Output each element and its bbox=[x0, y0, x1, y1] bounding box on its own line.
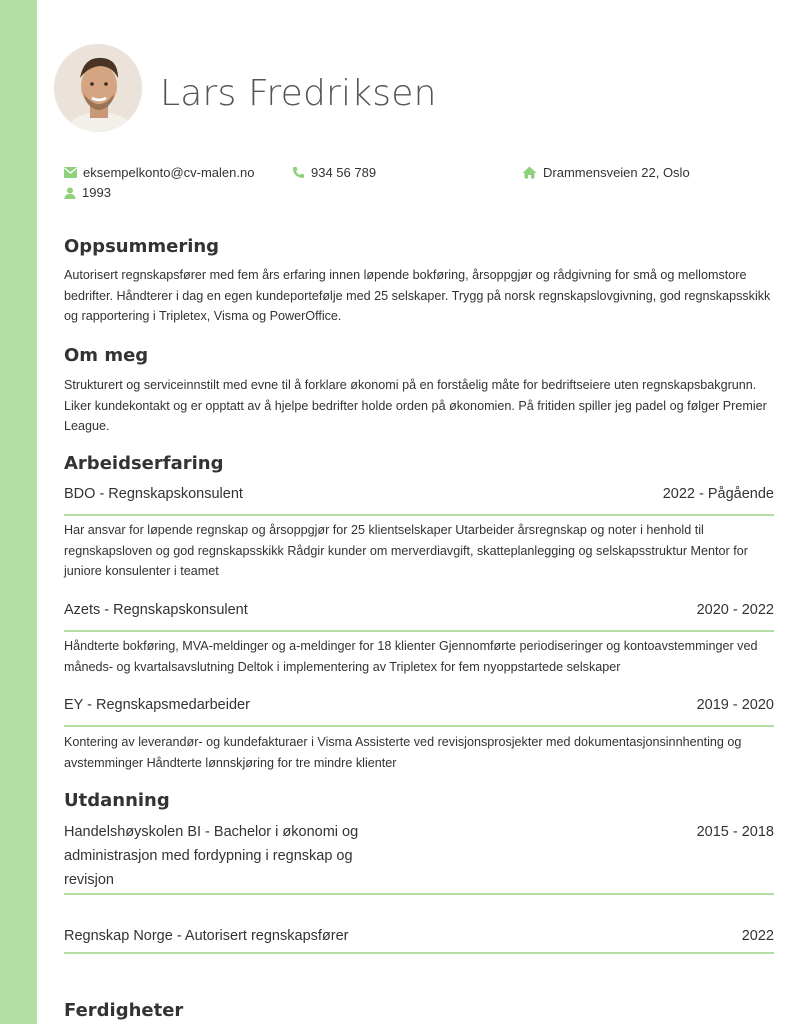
envelope-icon bbox=[64, 167, 77, 178]
education-title: Handelshøyskolen BI - Bachelor i økonomi og administrasjon med fordypning i regnskap og revisjon bbox=[64, 824, 359, 888]
summary-heading: Oppsummering bbox=[64, 236, 220, 257]
education-dates: 2022 bbox=[741, 928, 774, 944]
work-heading: Arbeidserfaring bbox=[64, 453, 224, 474]
about-text: Strukturert og serviceinnstilt med evne til å forklare økonomi på en forståelig måte for bedriftseiere uten regnskapsbakgrunn. Liker kundekontakt og er opptatt av å hjelpe bedrifter holde orden på økonomien. På fritiden spiller jeg padel og følger Premier League. bbox=[64, 378, 767, 433]
email-text[interactable]: eksempelkonto@cv-malen.no bbox=[83, 165, 255, 180]
birth-contact bbox=[64, 185, 111, 200]
job-description: Har ansvar for løpende regnskap og årsoppgjør for 25 klientselskaper Utarbeider årsregnskap og noter i henhold til regnskapsloven og god regnskapsskikk Rådgir kunder om merverdiavgift, skatteplanlegging og selskapsstruktur Mentor for juniore konsulenter i teamet bbox=[64, 523, 748, 578]
job-entry-header bbox=[64, 600, 774, 632]
job-dates: 2020 - 2022 bbox=[696, 602, 774, 618]
portrait-image bbox=[54, 44, 142, 132]
job-entry-header bbox=[64, 695, 774, 727]
job-description: Kontering av leverandør- og kundefakturaer i Visma Assisterte ved revisjonsprosjekter med dokumentasjonsinnhenting og avstemminger Håndterte lønnskjøring for tre mindre klienter bbox=[64, 735, 742, 770]
candidate-name: Lars Fredriksen bbox=[160, 73, 437, 114]
birth-year-text: 1993 bbox=[82, 185, 111, 200]
education-dates: 2015 - 2018 bbox=[696, 824, 774, 840]
job-title: BDO - Regnskapskonsulent bbox=[64, 486, 243, 502]
accent-sidebar bbox=[0, 0, 37, 1024]
job-description: Håndterte bokføring, MVA-meldinger og a-meldinger for 18 klienter Gjennomførte periodiseringer og kontoavstemminger ved måneds- og kvartalsavslutning Deltok i implementering av Tripletex for fem nyoppstartede selskaper bbox=[64, 639, 758, 674]
job-dates: 2019 - 2020 bbox=[696, 697, 774, 713]
email-contact bbox=[64, 165, 254, 180]
about-heading: Om meg bbox=[64, 345, 149, 366]
job-entry-header bbox=[64, 484, 774, 516]
address-contact bbox=[522, 165, 690, 180]
education-entry bbox=[64, 820, 774, 895]
phone-contact bbox=[292, 165, 376, 180]
summary-text: Autorisert regnskapsfører med fem års erfaring innen løpende bokføring, årsoppgjør og rådgivning for små og mellomstore bedrifter. Håndterer i dag en egen kundeportefølje med 25 selskaper. Trygg på norsk regnskapslovgivning, god regnskapsskikk og rapportering i Tripletex, Visma og PowerOffice. bbox=[64, 268, 771, 323]
phone-text[interactable]: 934 56 789 bbox=[311, 165, 377, 180]
user-icon bbox=[64, 187, 76, 199]
job-title: Azets - Regnskapskonsulent bbox=[64, 602, 248, 618]
address-text: Drammensveien 22, Oslo bbox=[543, 165, 690, 180]
job-title: EY - Regnskapsmedarbeider bbox=[64, 697, 250, 713]
skills-heading: Ferdigheter bbox=[64, 1000, 184, 1021]
job-dates: 2022 - Pågående bbox=[662, 486, 774, 502]
education-heading: Utdanning bbox=[64, 790, 170, 811]
phone-icon bbox=[292, 166, 305, 179]
education-entry bbox=[64, 924, 774, 954]
home-icon bbox=[522, 166, 537, 179]
education-title: Regnskap Norge - Autorisert regnskapsfører bbox=[64, 928, 349, 944]
avatar bbox=[54, 44, 142, 132]
